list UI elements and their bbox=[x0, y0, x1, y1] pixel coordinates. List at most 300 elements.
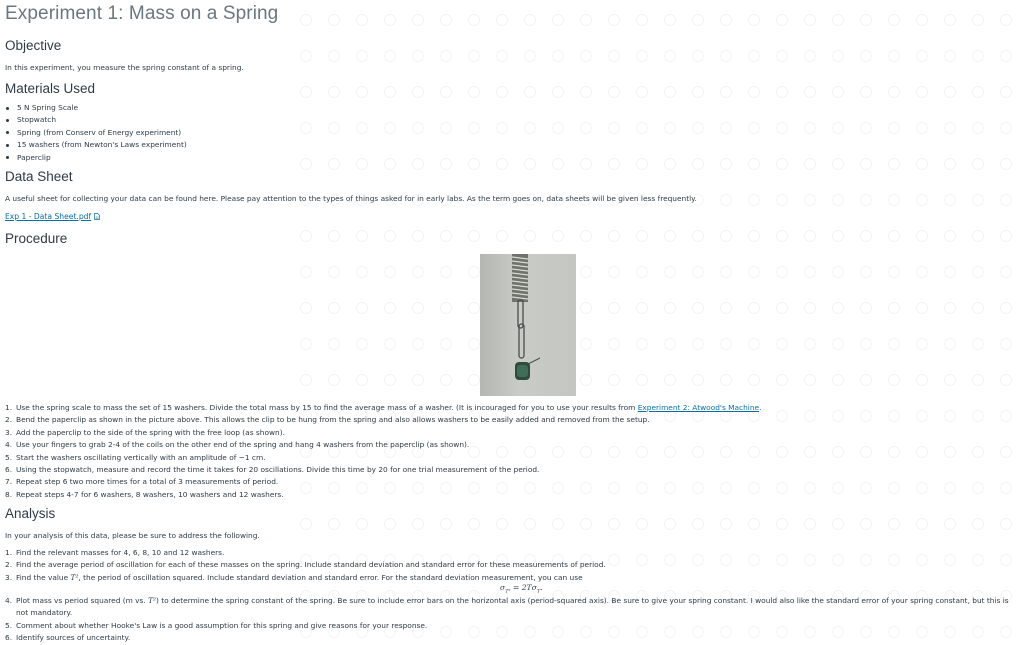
watermark-glyph bbox=[580, 122, 592, 134]
watermark-glyph bbox=[748, 122, 760, 134]
watermark-glyph bbox=[720, 194, 732, 206]
watermark-glyph bbox=[328, 122, 340, 134]
watermark-glyph bbox=[888, 302, 900, 314]
formula-rhs-sub: T bbox=[536, 588, 541, 595]
watermark-glyph bbox=[440, 518, 452, 530]
watermark-glyph bbox=[944, 266, 956, 278]
watermark-glyph bbox=[328, 86, 340, 98]
formula-mid: = 2Tσ bbox=[510, 583, 537, 592]
analysis-list-continued bbox=[5, 595, 1021, 645]
step-text: Add the paperclip to the side of the spring with the free loop (as shown). bbox=[16, 427, 285, 437]
watermark-glyph bbox=[664, 230, 676, 242]
watermark-glyph bbox=[1000, 518, 1012, 530]
watermark-glyph bbox=[692, 86, 704, 98]
watermark-glyph bbox=[888, 230, 900, 242]
watermark-glyph bbox=[1000, 554, 1012, 566]
analysis-item-text: Find the average period of oscillation for each of these masses on the spring. Include standard deviation and standard error for these measurements of period. bbox=[16, 560, 606, 570]
watermark-glyph bbox=[412, 86, 424, 98]
watermark-glyph bbox=[804, 14, 816, 26]
watermark-glyph bbox=[496, 86, 508, 98]
materials-heading: Materials Used bbox=[5, 81, 96, 96]
watermark-glyph bbox=[664, 302, 676, 314]
watermark-glyph bbox=[804, 302, 816, 314]
watermark-glyph bbox=[804, 374, 816, 386]
watermark-glyph bbox=[748, 230, 760, 242]
watermark-glyph bbox=[944, 14, 956, 26]
watermark-glyph bbox=[776, 194, 788, 206]
watermark-glyph bbox=[1000, 122, 1012, 134]
watermark-glyph bbox=[972, 338, 984, 350]
data-sheet-text: A useful sheet for collecting your data can be found here. Please pay attention to the types of things asked for in early labs. As the term goes on, data sheets will be given less frequently. bbox=[5, 194, 697, 203]
watermark-glyph bbox=[888, 14, 900, 26]
watermark-glyph bbox=[832, 554, 844, 566]
analysis-item-text: ) to determine the spring constant of the spring. Be sure to include error bars on the horizontal axis (period-squared axis). Be sure to give your spring constant. I would also like the standard error of your spring constant, but this is not mandatory. bbox=[16, 596, 1009, 618]
watermark-glyph bbox=[356, 158, 368, 170]
list-item: 2. Bend the paperclip as shown in the picture above. This allows the clip to be hung from the spring and also allows washers to be easily added and removed from the setup. bbox=[5, 415, 650, 425]
watermark-glyph bbox=[636, 158, 648, 170]
watermark-glyph bbox=[832, 482, 844, 494]
watermark-glyph bbox=[972, 158, 984, 170]
watermark-glyph bbox=[804, 230, 816, 242]
watermark-glyph bbox=[804, 482, 816, 494]
watermark-glyph bbox=[580, 266, 592, 278]
watermark-glyph bbox=[832, 194, 844, 206]
watermark-glyph bbox=[384, 86, 396, 98]
watermark-glyph bbox=[832, 338, 844, 350]
watermark-glyph bbox=[636, 230, 648, 242]
watermark-glyph bbox=[832, 14, 844, 26]
watermark-glyph bbox=[496, 14, 508, 26]
watermark-glyph bbox=[468, 374, 480, 386]
watermark-glyph bbox=[608, 86, 620, 98]
watermark-glyph bbox=[916, 302, 928, 314]
watermark-glyph bbox=[608, 266, 620, 278]
watermark-glyph bbox=[748, 266, 760, 278]
watermark-glyph bbox=[720, 230, 732, 242]
watermark-glyph bbox=[580, 302, 592, 314]
watermark-glyph bbox=[916, 554, 928, 566]
watermark-glyph bbox=[888, 410, 900, 422]
watermark-glyph bbox=[972, 86, 984, 98]
watermark-glyph bbox=[608, 50, 620, 62]
watermark-glyph bbox=[608, 230, 620, 242]
watermark-glyph bbox=[440, 266, 452, 278]
analysis-heading: Analysis bbox=[5, 506, 56, 521]
watermark-glyph bbox=[524, 14, 536, 26]
watermark-glyph bbox=[300, 230, 312, 242]
watermark-glyph bbox=[748, 554, 760, 566]
watermark-glyph bbox=[776, 446, 788, 458]
step-text: Bend the paperclip as shown in the picture above. This allows the clip to be hung from the spring and also allows washers to be easily added and removed from the setup. bbox=[16, 415, 650, 425]
step-text: Repeat steps 4-7 for 6 washers, 8 washers, 10 washers and 12 washers. bbox=[16, 489, 284, 499]
watermark-glyph bbox=[384, 14, 396, 26]
watermark-glyph bbox=[524, 230, 536, 242]
list-item: 4. Plot mass vs period squared (m vs. T²) to determine the spring constant of the spring. Be sure to include error bars on the horizontal axis (period-squared axis). Be sure to give your spring constant. I would also like the standard error of your spring constant, but this is not mandatory. bbox=[5, 596, 1009, 618]
watermark-glyph bbox=[328, 338, 340, 350]
watermark-glyph bbox=[692, 14, 704, 26]
watermark-glyph bbox=[580, 374, 592, 386]
list-item: 15 washers (from Newton's Laws experiment) bbox=[5, 139, 187, 151]
watermark-glyph bbox=[496, 122, 508, 134]
watermark-glyph bbox=[496, 158, 508, 170]
watermark-glyph bbox=[748, 374, 760, 386]
t-squared-symbol: T² bbox=[148, 596, 157, 605]
watermark-glyph bbox=[664, 86, 676, 98]
watermark-glyph bbox=[944, 374, 956, 386]
watermark-glyph bbox=[356, 86, 368, 98]
watermark-glyph bbox=[832, 230, 844, 242]
watermark-glyph bbox=[916, 50, 928, 62]
watermark-glyph bbox=[972, 302, 984, 314]
watermark-glyph bbox=[748, 14, 760, 26]
watermark-glyph bbox=[748, 158, 760, 170]
watermark-glyph bbox=[916, 410, 928, 422]
watermark-glyph bbox=[692, 230, 704, 242]
watermark-glyph bbox=[524, 86, 536, 98]
list-item: Stopwatch bbox=[5, 114, 187, 126]
watermark-glyph bbox=[748, 50, 760, 62]
watermark-glyph bbox=[860, 554, 872, 566]
watermark-glyph bbox=[776, 50, 788, 62]
watermark-glyph bbox=[692, 338, 704, 350]
watermark-glyph bbox=[552, 50, 564, 62]
watermark-glyph bbox=[972, 482, 984, 494]
watermark-glyph bbox=[860, 158, 872, 170]
watermark-glyph bbox=[804, 86, 816, 98]
watermark-glyph bbox=[720, 14, 732, 26]
watermark-glyph bbox=[888, 158, 900, 170]
watermark-glyph bbox=[356, 230, 368, 242]
watermark-glyph bbox=[608, 302, 620, 314]
watermark-glyph bbox=[832, 86, 844, 98]
watermark-glyph bbox=[832, 518, 844, 530]
watermark-glyph bbox=[636, 338, 648, 350]
watermark-glyph bbox=[972, 266, 984, 278]
watermark-glyph bbox=[972, 194, 984, 206]
list-item: 8. Repeat steps 4-7 for 6 washers, 8 washers, 10 washers and 12 washers. bbox=[5, 489, 284, 499]
list-item: 5. Start the washers oscillating vertically with an amplitude of ~1 cm. bbox=[5, 452, 266, 462]
watermark-glyph bbox=[328, 50, 340, 62]
list-item: 6. Using the stopwatch, measure and record the time it takes for 20 oscillations. Divide this time by 20 for one trial measurement of the period. bbox=[5, 464, 540, 474]
watermark-glyph bbox=[720, 374, 732, 386]
watermark-glyph bbox=[1000, 50, 1012, 62]
objective-text: In this experiment, you measure the spring constant of a spring. bbox=[5, 63, 244, 72]
watermark-glyph bbox=[384, 230, 396, 242]
watermark-glyph bbox=[468, 86, 480, 98]
watermark-glyph bbox=[636, 518, 648, 530]
watermark-glyph bbox=[384, 50, 396, 62]
watermark-glyph bbox=[384, 518, 396, 530]
watermark-glyph bbox=[860, 446, 872, 458]
watermark-glyph bbox=[664, 50, 676, 62]
watermark-glyph bbox=[664, 338, 676, 350]
step-1-end: . bbox=[759, 403, 762, 412]
step-text: Repeat step 6 two more times for a total of 3 measurements of period. bbox=[16, 477, 279, 487]
watermark-glyph bbox=[440, 50, 452, 62]
watermark-glyph bbox=[300, 374, 312, 386]
watermark-glyph bbox=[944, 86, 956, 98]
watermark-glyph bbox=[888, 266, 900, 278]
watermark-glyph bbox=[720, 338, 732, 350]
watermark-glyph bbox=[776, 158, 788, 170]
formula-end: . bbox=[540, 583, 543, 592]
watermark-glyph bbox=[384, 374, 396, 386]
watermark-glyph bbox=[692, 518, 704, 530]
watermark-glyph bbox=[356, 518, 368, 530]
watermark-glyph bbox=[776, 554, 788, 566]
watermark-glyph bbox=[636, 14, 648, 26]
watermark-glyph bbox=[860, 14, 872, 26]
watermark-glyph bbox=[580, 14, 592, 26]
analysis-item-text: Comment about whether Hooke's Law is a good assumption for this spring and give reasons for your response. bbox=[16, 620, 428, 630]
watermark-glyph bbox=[972, 554, 984, 566]
watermark-glyph bbox=[328, 518, 340, 530]
watermark-glyph bbox=[664, 554, 676, 566]
watermark-glyph bbox=[524, 518, 536, 530]
watermark-glyph bbox=[356, 374, 368, 386]
data-sheet-link[interactable]: Exp 1 - Data Sheet.pdf bbox=[5, 212, 92, 221]
objective-heading: Objective bbox=[5, 38, 62, 53]
watermark-glyph bbox=[888, 86, 900, 98]
analysis-intro: In your analysis of this data, please be sure to address the following. bbox=[5, 531, 260, 540]
watermark-glyph bbox=[636, 374, 648, 386]
watermark-glyph bbox=[328, 302, 340, 314]
watermark-glyph bbox=[944, 50, 956, 62]
watermark-glyph bbox=[748, 194, 760, 206]
watermark-glyph bbox=[608, 14, 620, 26]
data-sheet-heading: Data Sheet bbox=[5, 169, 73, 184]
experiment-2-link[interactable]: Experiment 2: Atwood's Machine bbox=[637, 403, 760, 412]
watermark-glyph bbox=[608, 338, 620, 350]
procedure-steps bbox=[5, 402, 761, 501]
watermark-glyph bbox=[328, 158, 340, 170]
watermark-glyph bbox=[720, 302, 732, 314]
watermark-glyph bbox=[720, 518, 732, 530]
watermark-glyph bbox=[636, 50, 648, 62]
watermark-glyph bbox=[888, 518, 900, 530]
watermark-glyph bbox=[328, 230, 340, 242]
watermark-glyph bbox=[636, 302, 648, 314]
watermark-glyph bbox=[720, 50, 732, 62]
watermark-glyph bbox=[412, 518, 424, 530]
watermark-glyph bbox=[916, 230, 928, 242]
data-sheet-file bbox=[5, 212, 100, 221]
file-preview-icon[interactable] bbox=[94, 213, 100, 220]
watermark-glyph bbox=[832, 158, 844, 170]
watermark-glyph bbox=[468, 518, 480, 530]
watermark-glyph bbox=[468, 50, 480, 62]
watermark-glyph bbox=[888, 446, 900, 458]
watermark-glyph bbox=[664, 122, 676, 134]
watermark-glyph bbox=[608, 554, 620, 566]
watermark-glyph bbox=[412, 302, 424, 314]
watermark-glyph bbox=[440, 86, 452, 98]
watermark-glyph bbox=[356, 50, 368, 62]
watermark-glyph bbox=[972, 14, 984, 26]
watermark-glyph bbox=[300, 158, 312, 170]
watermark-glyph bbox=[468, 14, 480, 26]
watermark-glyph bbox=[776, 122, 788, 134]
procedure-heading: Procedure bbox=[5, 231, 68, 246]
watermark-glyph bbox=[860, 374, 872, 386]
watermark-glyph bbox=[720, 86, 732, 98]
watermark-glyph bbox=[860, 86, 872, 98]
page-title: Experiment 1: Mass on a Spring bbox=[5, 3, 279, 24]
watermark-glyph bbox=[720, 266, 732, 278]
analysis-item-text: Find the value bbox=[16, 572, 71, 582]
t-squared-symbol: T² bbox=[70, 572, 79, 582]
list-item: 7. Repeat step 6 two more times for a total of 3 measurements of period. bbox=[5, 477, 279, 487]
watermark-glyph bbox=[776, 338, 788, 350]
watermark-glyph bbox=[1000, 374, 1012, 386]
watermark-glyph bbox=[860, 230, 872, 242]
watermark-glyph bbox=[944, 302, 956, 314]
std-dev-formula bbox=[500, 583, 543, 595]
list-item: 4. Use your fingers to grab 2-4 of the coils on the other end of the spring and hang 4 washers from the paperclip (as shown). bbox=[5, 440, 470, 450]
analysis-item-text: Plot mass vs period squared (m vs. bbox=[16, 596, 149, 605]
watermark-glyph bbox=[580, 158, 592, 170]
watermark-glyph bbox=[636, 266, 648, 278]
watermark-glyph bbox=[888, 374, 900, 386]
watermark-glyph bbox=[720, 122, 732, 134]
watermark-glyph bbox=[944, 194, 956, 206]
watermark-glyph bbox=[384, 158, 396, 170]
watermark-glyph bbox=[496, 230, 508, 242]
watermark-glyph bbox=[832, 122, 844, 134]
watermark-glyph bbox=[832, 50, 844, 62]
watermark-glyph bbox=[944, 554, 956, 566]
list-item: Paperclip bbox=[5, 152, 187, 164]
watermark-glyph bbox=[440, 158, 452, 170]
analysis-list bbox=[5, 547, 606, 584]
watermark-glyph bbox=[580, 338, 592, 350]
watermark-glyph bbox=[804, 194, 816, 206]
watermark-glyph bbox=[496, 518, 508, 530]
watermark-glyph bbox=[916, 158, 928, 170]
step-1-text: Use the spring scale to mass the set of 15 washers. Divide the total mass by 15 to find the average mass of a washer. (It is incouraged for you to use your results from bbox=[16, 403, 638, 412]
watermark-glyph bbox=[692, 374, 704, 386]
watermark-glyph bbox=[412, 230, 424, 242]
formula-lhs: σ bbox=[500, 583, 506, 592]
watermark-glyph bbox=[692, 158, 704, 170]
watermark-glyph bbox=[468, 266, 480, 278]
watermark-glyph bbox=[412, 50, 424, 62]
watermark-glyph bbox=[720, 554, 732, 566]
watermark-glyph bbox=[328, 374, 340, 386]
watermark-glyph bbox=[944, 446, 956, 458]
watermark-glyph bbox=[776, 374, 788, 386]
watermark-glyph bbox=[776, 266, 788, 278]
watermark-glyph bbox=[356, 302, 368, 314]
watermark-glyph bbox=[300, 338, 312, 350]
watermark-glyph bbox=[916, 446, 928, 458]
watermark-glyph bbox=[1000, 446, 1012, 458]
watermark-glyph bbox=[356, 266, 368, 278]
watermark-glyph bbox=[888, 50, 900, 62]
watermark-glyph bbox=[776, 302, 788, 314]
watermark-glyph bbox=[916, 266, 928, 278]
watermark-glyph bbox=[300, 518, 312, 530]
watermark-glyph bbox=[776, 482, 788, 494]
watermark-glyph bbox=[888, 194, 900, 206]
watermark-glyph bbox=[804, 518, 816, 530]
watermark-glyph bbox=[1000, 158, 1012, 170]
spring-photo-illustration bbox=[480, 254, 576, 396]
watermark-glyph bbox=[608, 158, 620, 170]
watermark-glyph bbox=[804, 554, 816, 566]
watermark-glyph bbox=[440, 14, 452, 26]
list-item: Spring (from Conserv of Energy experiment) bbox=[5, 127, 187, 139]
watermark-glyph bbox=[664, 518, 676, 530]
list-item: 6. Identify sources of uncertainty. bbox=[5, 633, 131, 643]
watermark-glyph bbox=[888, 482, 900, 494]
watermark-glyph bbox=[1000, 266, 1012, 278]
watermark-glyph bbox=[664, 14, 676, 26]
list-item: 5. Comment about whether Hooke's Law is a good assumption for this spring and give reasons for your response. bbox=[5, 620, 428, 630]
watermark-glyph bbox=[412, 266, 424, 278]
watermark-glyph bbox=[328, 14, 340, 26]
watermark-glyph bbox=[524, 158, 536, 170]
watermark-glyph bbox=[412, 374, 424, 386]
watermark-glyph bbox=[916, 338, 928, 350]
watermark-glyph bbox=[636, 554, 648, 566]
watermark-glyph bbox=[384, 122, 396, 134]
watermark-glyph bbox=[888, 122, 900, 134]
step-text: Using the stopwatch, measure and record the time it takes for 20 oscillations. Divide this time by 20 for one trial measurement of the period. bbox=[16, 464, 540, 474]
watermark-glyph bbox=[524, 122, 536, 134]
watermark-glyph bbox=[636, 86, 648, 98]
watermark-glyph bbox=[552, 14, 564, 26]
watermark-glyph bbox=[888, 554, 900, 566]
watermark-glyph bbox=[804, 266, 816, 278]
watermark-glyph bbox=[580, 86, 592, 98]
watermark-glyph bbox=[860, 194, 872, 206]
watermark-glyph bbox=[300, 14, 312, 26]
watermark-glyph bbox=[916, 14, 928, 26]
watermark-glyph bbox=[468, 158, 480, 170]
watermark-glyph bbox=[972, 446, 984, 458]
watermark-glyph bbox=[860, 338, 872, 350]
watermark-glyph bbox=[832, 410, 844, 422]
watermark-glyph bbox=[888, 338, 900, 350]
watermark-glyph bbox=[300, 122, 312, 134]
watermark-glyph bbox=[524, 50, 536, 62]
list-item: 2. Find the average period of oscillation for each of these masses on the spring. Include standard deviation and standard error for these measurements of period. bbox=[5, 560, 606, 570]
watermark-glyph bbox=[860, 482, 872, 494]
watermark-glyph bbox=[832, 266, 844, 278]
watermark-glyph bbox=[636, 122, 648, 134]
watermark-glyph bbox=[356, 122, 368, 134]
watermark-glyph bbox=[692, 302, 704, 314]
watermark-glyph bbox=[916, 122, 928, 134]
watermark-glyph bbox=[804, 50, 816, 62]
materials-list bbox=[5, 102, 187, 164]
watermark-glyph bbox=[1000, 482, 1012, 494]
watermark-glyph bbox=[916, 374, 928, 386]
watermark-glyph bbox=[468, 122, 480, 134]
watermark-glyph bbox=[300, 302, 312, 314]
watermark-glyph bbox=[356, 14, 368, 26]
watermark-glyph bbox=[720, 158, 732, 170]
watermark-glyph bbox=[580, 50, 592, 62]
watermark-glyph bbox=[776, 230, 788, 242]
watermark-glyph bbox=[776, 518, 788, 530]
list-item: 5 N Spring Scale bbox=[5, 102, 187, 114]
watermark-glyph bbox=[1000, 302, 1012, 314]
watermark-glyph bbox=[300, 86, 312, 98]
watermark-glyph bbox=[972, 518, 984, 530]
watermark-glyph bbox=[412, 122, 424, 134]
